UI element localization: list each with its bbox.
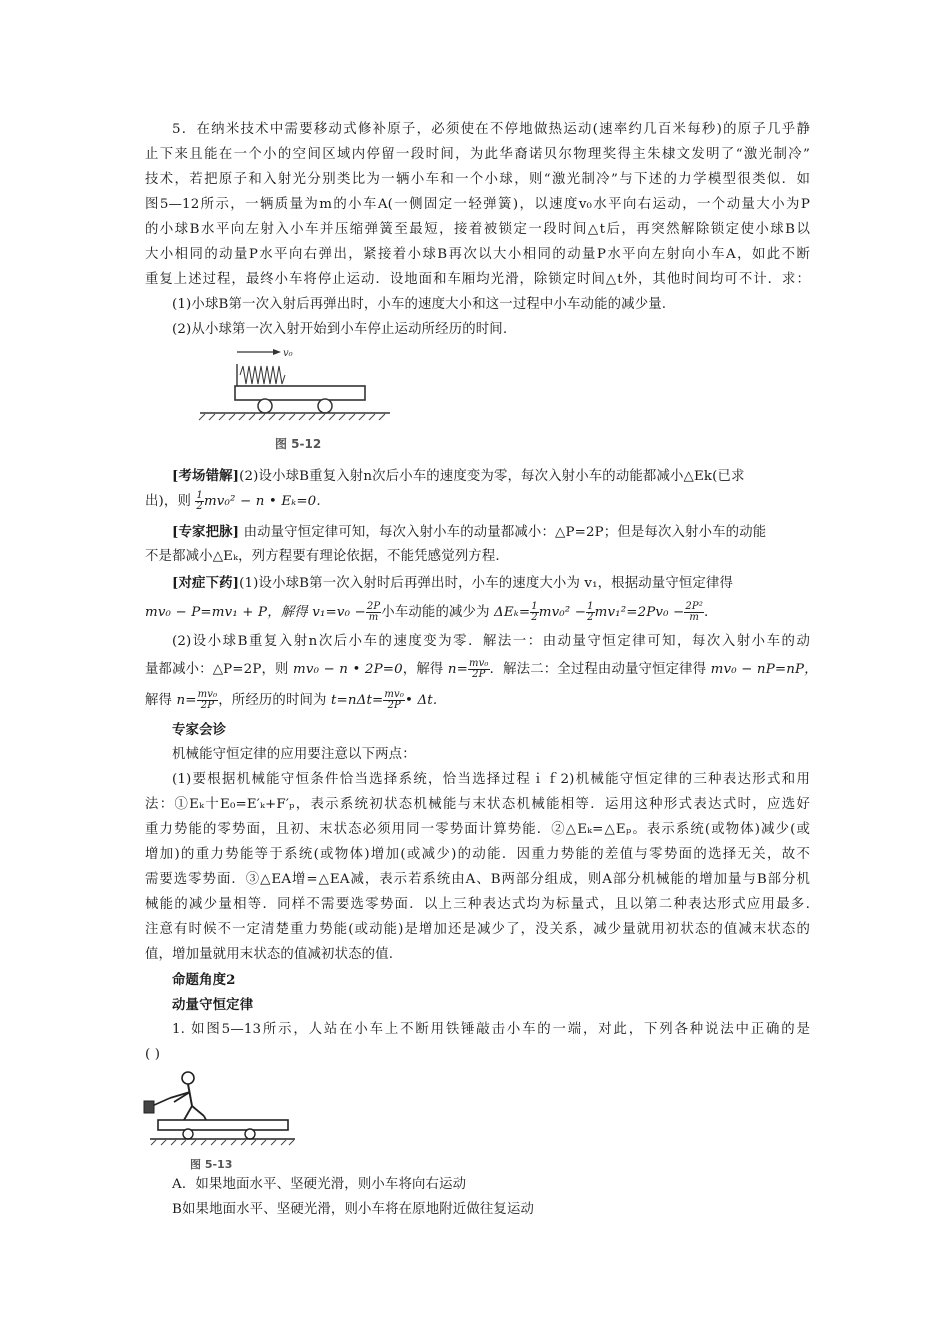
remedy-eq-momentum: mv₀ − P=mv₁ + P，解得 — [145, 605, 308, 620]
problem5-question-1: (1)小球B第一次入射后再弹出时，小车的速度大小和这一过程中小车动能的减少量. — [172, 297, 667, 312]
remedy-eq-n2P: mv₀ − n • 2P=0 — [293, 662, 403, 677]
fraction-2P2-m: $\frac{\text{2P²}}{m}$ — [685, 601, 703, 623]
remedy-eq-dEk: ΔEₖ= — [494, 605, 531, 620]
remedy-text-5a: 解得 — [145, 693, 173, 708]
remedy-text-1: (1)设小球B第一次入射时后再弹出时，小车的速度大小为 v₁，根据动量守恒定律得 — [239, 576, 734, 591]
remedy-tag: [对症下药] — [172, 575, 240, 591]
problem5-line-1: 5．在纳米技术中需要移动式修补原子，必须使在不停地做热运动(速率约几百米每秒)的原子几乎静 — [172, 122, 810, 137]
consult-line-2: 法：①Eₖ十E₀=E′ₖ+F′ₚ，表示系统初状态机械能与末状态机械能相等．运用这种形式表达式时，应选好 — [145, 797, 810, 812]
fraction-2P-m: $\frac{2P}{m}$ — [366, 601, 381, 623]
remedy-line-3: (2)设小球B重复入射n次后小车的速度变为零．解法一：由动量守恒定律可知，每次入射小车的动 — [172, 634, 810, 649]
error-equation: mv₀² − n • Eₖ=0. — [203, 494, 321, 509]
remedy-text-4a: 量都减小：△P=2P，则 — [145, 662, 289, 677]
fraction-half-3: $\frac{1}{2}$ — [587, 601, 594, 623]
error-tag: [考场错解] — [172, 468, 240, 484]
angle-subtitle: 动量守恒定律 — [172, 997, 254, 1013]
remedy-text-5c: ，所经历的时间为 — [218, 693, 327, 708]
consult-line-1: (1)要根据机械能守恒条件恰当选择系统，恰当选择过程ｉｆ2)机械能守恒定律的三种表达形式和用 — [172, 772, 810, 787]
remedy-text-4e: ．解法二：全过程由动量守恒定律得 — [489, 662, 707, 677]
remedy-eq-n: n= — [447, 662, 468, 677]
remedy-line-5 — [145, 690, 810, 711]
error-line-2 — [145, 491, 810, 512]
fraction-mv0-2P-3: $\frac{\text{mv₀}}{2P}$ — [384, 689, 405, 711]
problem5-line-4: 图5—12所示，一辆质量为m的小车A(一侧固定一轻弹簧)，以速度v₀水平向右运动，一个动量大小为P — [145, 197, 810, 212]
remedy-eq-ke2: mv₁²=2Pv₀ − — [594, 605, 685, 620]
remedy-line-4 — [145, 658, 818, 680]
problem1-line-1: 1. 如图5—13所示，人站在小车上不断用铁锤敲击小车的一端，对此，下列各种说法中正确的是 — [172, 1022, 810, 1037]
angle-title: 命题角度2 — [172, 972, 236, 988]
remedy-line-2: mv₀ − P=mv₁ + P，解得 v₁=v₀ − $\frac{2P}{m}$ 小车动能的减少为 ΔEₖ= $\frac{1}{2}$ mv₀² − $\frac{1}{2}$ mv₁²=2Pv₀ − $\frac{\text{2P²}}{m}$ . — [145, 601, 709, 623]
consult-line-4: 增加)的重力势能等于系统(或物体)增加(或减少)的动能．因重力势能的差值与零势面的选择无关，故不 — [145, 847, 810, 862]
expert-tag: [专家把脉] — [172, 524, 240, 540]
remedy-eq-v1: v₁=v₀ − — [312, 605, 366, 620]
problem5-line-2: 止下来且能在一个小的空间区域内停留一段时间，为此华裔诺贝尔物理奖得主朱棣文发明了“激光制冷” — [145, 147, 810, 162]
consult-intro: 机械能守恒定律的应用要注意以下两点： — [172, 747, 416, 762]
fraction-mv0-2P-2: $\frac{\text{mv₀}}{2P}$ — [197, 689, 218, 711]
remedy-eq-ke1: mv₀² − — [538, 605, 587, 620]
remedy-text-4c: ，解得 — [402, 662, 444, 677]
consult-line-3: 重力势能的零势面，且初、末状态必须用同一零势面计算势能．②△Eₖ=△Eₚ。表示系统(或物体)减少(或 — [145, 822, 810, 837]
remedy-eq-t: t=nΔt= — [331, 693, 384, 708]
remedy-line-1 — [172, 573, 810, 594]
expert-text-1: 由动量守恒定律可知，每次入射小车的动量都减小：△P=2P；但是每次入射小车的动能 — [243, 525, 767, 540]
consult-line-5: 需要选零势面．③△EA增=△EA减，表示若系统由A、B两部分组成，则A部分机械能的增加量与B部分机 — [145, 872, 810, 887]
fraction-half: $\frac{1}{2}$ — [196, 490, 203, 512]
remedy-eq-total: mv₀ − nP=nP， — [710, 662, 818, 677]
velocity-label: v₀ — [283, 348, 293, 359]
problem5-line-6: 大小相同的动量P水平向右弹出，紧接着小球B再次以大小相同的动量P水平向左射向小车A，如此不断 — [145, 247, 810, 262]
problem5-line-5: 的小球B水平向左射入小车并压缩弹簧至最短，接着被锁定一段时间△t后，再突然解除锁定使小球B以 — [145, 222, 810, 237]
consult-line-7: 注意有时候不一定清楚重力势能(或动能)是增加还是减少了，没关系，减少量就用初状态的值减末状态的 — [145, 922, 810, 937]
problem1-option-a: A．如果地面水平、坚硬光滑，则小车将向右运动 — [172, 1177, 467, 1192]
figure-5-12-caption: 图 5-12 — [275, 437, 322, 451]
consult-line-8: 值，增加量就用末状态的值减初状态的值. — [145, 947, 394, 962]
consult-line-6: 械能的减少量相等．同样不需要选零势面．以上三种表达式均为标量式，且以第二种表达形式应用最多. — [145, 897, 810, 912]
error-text-2: 出)，则 — [145, 494, 191, 509]
error-line-1 — [172, 466, 810, 487]
figure-5-13-caption: 图 5-13 — [190, 1158, 233, 1171]
remedy-eq-dt: • Δt. — [405, 693, 438, 708]
consult-title: 专家会诊 — [172, 722, 227, 738]
problem5-line-3: 技术，若把原子和入射光分别类比为一辆小车和一个小球，则“激光制冷”与下述的力学模型很类似．如 — [145, 172, 810, 187]
problem1-blank: ( ) — [145, 1047, 161, 1062]
problem1-option-b: B如果地面水平、坚硬光滑，则小车将在原地附近做往复运动 — [172, 1202, 535, 1217]
expert-line-2: 不是都减小△Eₖ，列方程要有理论依据，不能凭感觉列方程. — [145, 549, 500, 564]
fraction-mv0-2P: $\frac{\text{mv₀}}{2P}$ — [469, 658, 489, 680]
expert-line-1 — [172, 522, 810, 543]
error-text-1: (2)设小球B重复入射n次后小车的速度变为零，每次入射小车的动能都减小△Ek(已求 — [239, 469, 745, 484]
figure-5-12-cart-spring — [195, 340, 395, 460]
remedy-eq-n-2: n= — [176, 693, 197, 708]
problem5-line-7: 重复上述过程，最终小车将停止运动．设地面和车厢均光滑，除锁定时间△t外，其他时间均可不计．求： — [145, 272, 810, 287]
figure-5-13-hammer-cart — [140, 1068, 300, 1178]
fraction-half-2: $\frac{1}{2}$ — [531, 601, 538, 623]
problem5-question-2: (2)从小球第一次入射开始到小车停止运动所经历的时间. — [172, 322, 508, 337]
remedy-text-ke: 小车动能的减少为 — [381, 605, 490, 620]
